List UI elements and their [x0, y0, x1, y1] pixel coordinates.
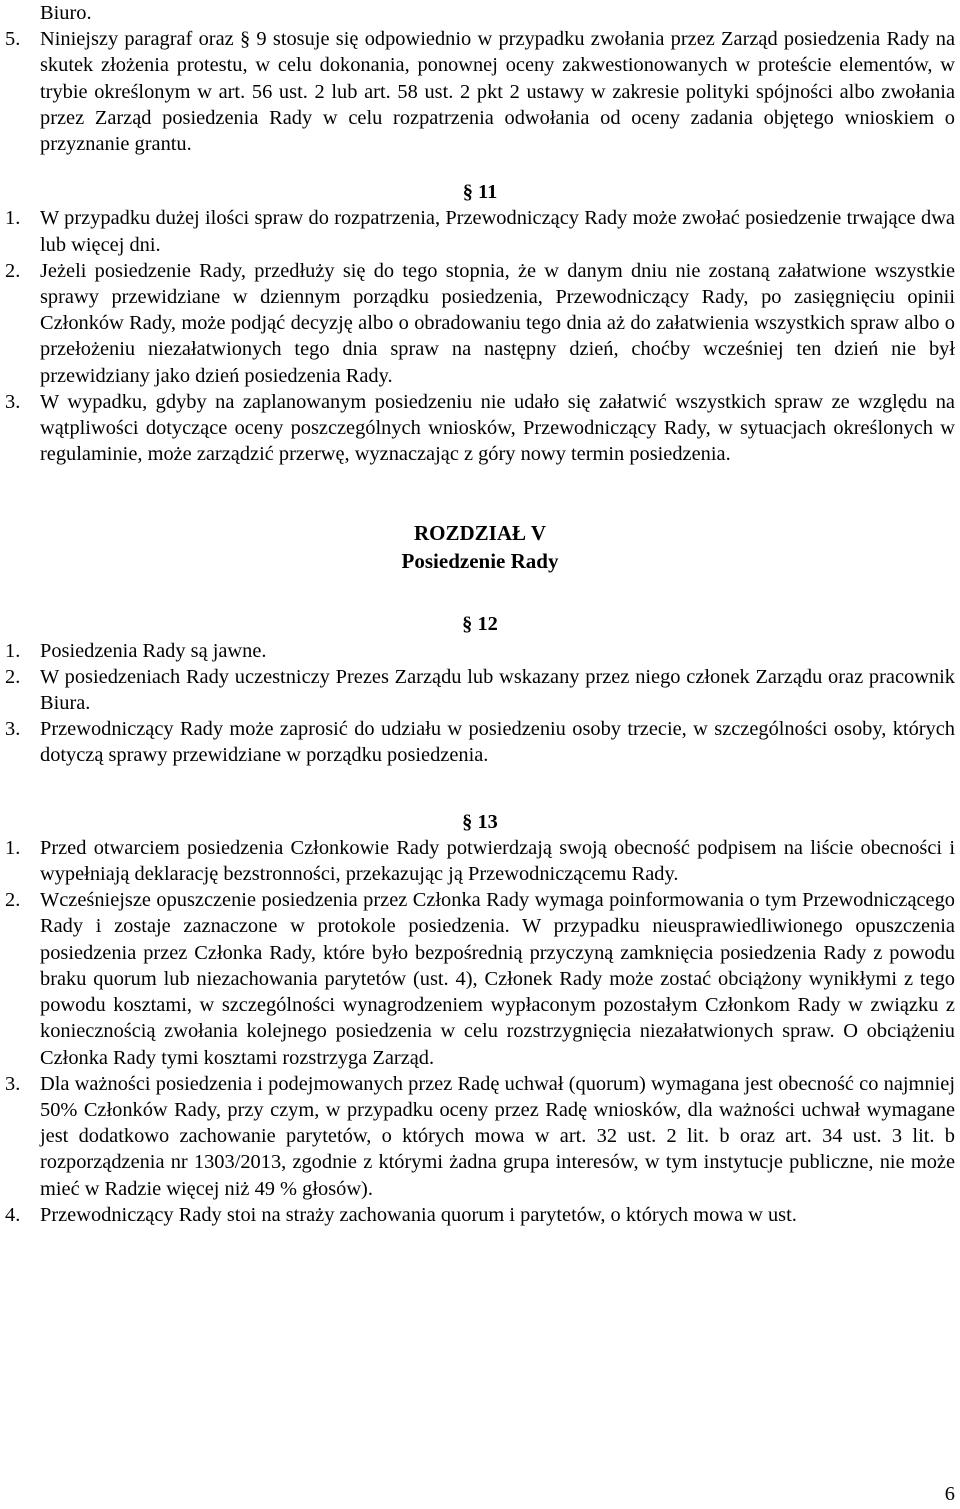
list-item [0, 835, 960, 887]
item-text: W posiedzeniach Rady uczestniczy Prezes Zarządu lub wskazany przez niego członek Zarządu oraz pracownik Biura. [40, 665, 955, 715]
item-number: 2. [5, 665, 21, 688]
item-text: Przewodniczący Rady może zaprosić do udziału w posiedzeniu osoby trzecie, w szczególności osoby, których dotyczą sprawy przewidziane w porządku posiedzenia. [40, 718, 955, 767]
list-item [0, 258, 960, 389]
item-number: 2. [5, 259, 21, 282]
item-number: 1. [5, 207, 21, 230]
paragraph-heading: § 11 [462, 181, 498, 204]
item-number: 5. [5, 28, 21, 51]
page-number: 6 [944, 1482, 955, 1505]
item-text: W wypadku, gdyby na zaplanowanym posiedzeniu nie udało się załatwić wszystkich spraw ze względu na wątpliwości dotyczące oceny poszczególnych wniosków, Przewodniczący Rady, w sytuacjach określonych w regulaminie, może zarządzić przerwę, wyznaczając z góry nowy termin posiedzenia. [40, 390, 955, 466]
paragraph-heading: § 12 [462, 613, 498, 636]
item-text: Przed otwarciem posiedzenia Członkowie Rady potwierdzają swoją obecność podpisem na liście obecności i wypełniają deklarację bezstronności, przekazując ją Przewodniczącemu Rady. [40, 836, 955, 886]
list-item [0, 26, 960, 157]
continued-text: Biuro. [40, 2, 92, 24]
item-number: 2. [5, 889, 21, 912]
item-number: 4. [5, 1203, 21, 1226]
list-item [0, 205, 960, 257]
item-number: 1. [5, 639, 21, 662]
list-item [0, 1202, 960, 1228]
list-item [0, 389, 960, 468]
item-text: Przewodniczący Rady stoi na straży zachowania quorum i parytetów, o których mowa w ust. [40, 1203, 797, 1226]
list-item [0, 638, 960, 664]
item-number: 3. [5, 718, 21, 741]
list-item [0, 664, 960, 716]
item-number: 1. [5, 836, 21, 859]
list-item [0, 1071, 960, 1202]
item-text: Niniejszy paragraf oraz § 9 stosuje się odpowiednio w przypadku zwołania przez Zarząd posiedzenia Rady na skutek złożenia protestu, w celu dokonania, ponownej oceny zakwestionowanych w proteście elementów, w trybie określonym w art. 56 ust. 2 lub art. 58 ust. 2 pkt 2 ustawy w zakresie polityki spójności albo zwołania przez Zarząd posiedzenia Rady w celu rozpatrzenia odwołania od oceny zadania objętego wnioskiem o przyznanie grantu. [40, 28, 955, 156]
item-number: 3. [5, 390, 21, 413]
item-text: Dla ważności posiedzenia i podejmowanych przez Radę uchwał (quorum) wymagana jest obecność co najmniej 50% Członków Rady, przy czym, w przypadku oceny przez Radę wniosków, dla ważności uchwał wymagane jest dodatkowo zachowanie parytetów, o których mowa w art. 32 ust. 2 lit. b oraz art. 34 ust. 3 lit. b rozporządzenia nr 1303/2013, zgodnie z którymi żadna grupa interesów, w tym instytucje publiczne, nie może mieć w Radzie więcej niż 49 % głosów). [40, 1072, 955, 1200]
list-item [0, 716, 960, 768]
item-text: W przypadku dużej ilości spraw do rozpatrzenia, Przewodniczący Rady może zwołać posiedzenie trwające dwa lub więcej dni. [40, 207, 955, 256]
list-item [0, 887, 960, 1070]
chapter-subtitle: Posiedzenie Rady [401, 549, 559, 574]
item-number: 3. [5, 1072, 21, 1095]
item-text: Jeżeli posiedzenie Rady, przedłuży się do tego stopnia, że w danym dniu nie zostaną załatwione wszystkie sprawy przewidziane w dziennym porządku posiedzenia, Przewodniczący Rady, po zasięgnięciu opinii Członków Rady, może podjąć decyzję albo o obradowaniu tego dnia aż do załatwienia wszystkich spraw albo o przełożeniu niezałatwionych tego dnia spraw na następny dzień, choćby wcześniej ten dzień nie był przewidziany jako dzień posiedzenia Rady. [40, 259, 955, 387]
item-text: Wcześniejsze opuszczenie posiedzenia przez Członka Rady wymaga poinformowania o tym Przewodniczącego Rady i zostaje zaznaczone w protokole posiedzenia. W przypadku nieusprawiedliwionego opuszczenia posiedzenia przez Członka Rady, które było bezpośrednią przyczyną zamknięcia posiedzenia Rady z powodu braku quorum lub niezachowania parytetów (ust. 4), Członek Rady może zostać obciążony wynikłymi z tego powodu kosztami, w szczególności wynagrodzeniem wypłaconym pozostałym Członkom Rady w związku z koniecznością zwołania kolejnego posiedzenia w celu rozstrzygnięcia niezałatwionych spraw. O obciążeniu Członka Rady tymi kosztami rozstrzyga Zarząd. [40, 889, 955, 1069]
item-text: Posiedzenia Rady są jawne. [40, 639, 267, 662]
paragraph-heading: § 13 [462, 810, 498, 833]
chapter-title: ROZDZIAŁ V [413, 521, 547, 546]
